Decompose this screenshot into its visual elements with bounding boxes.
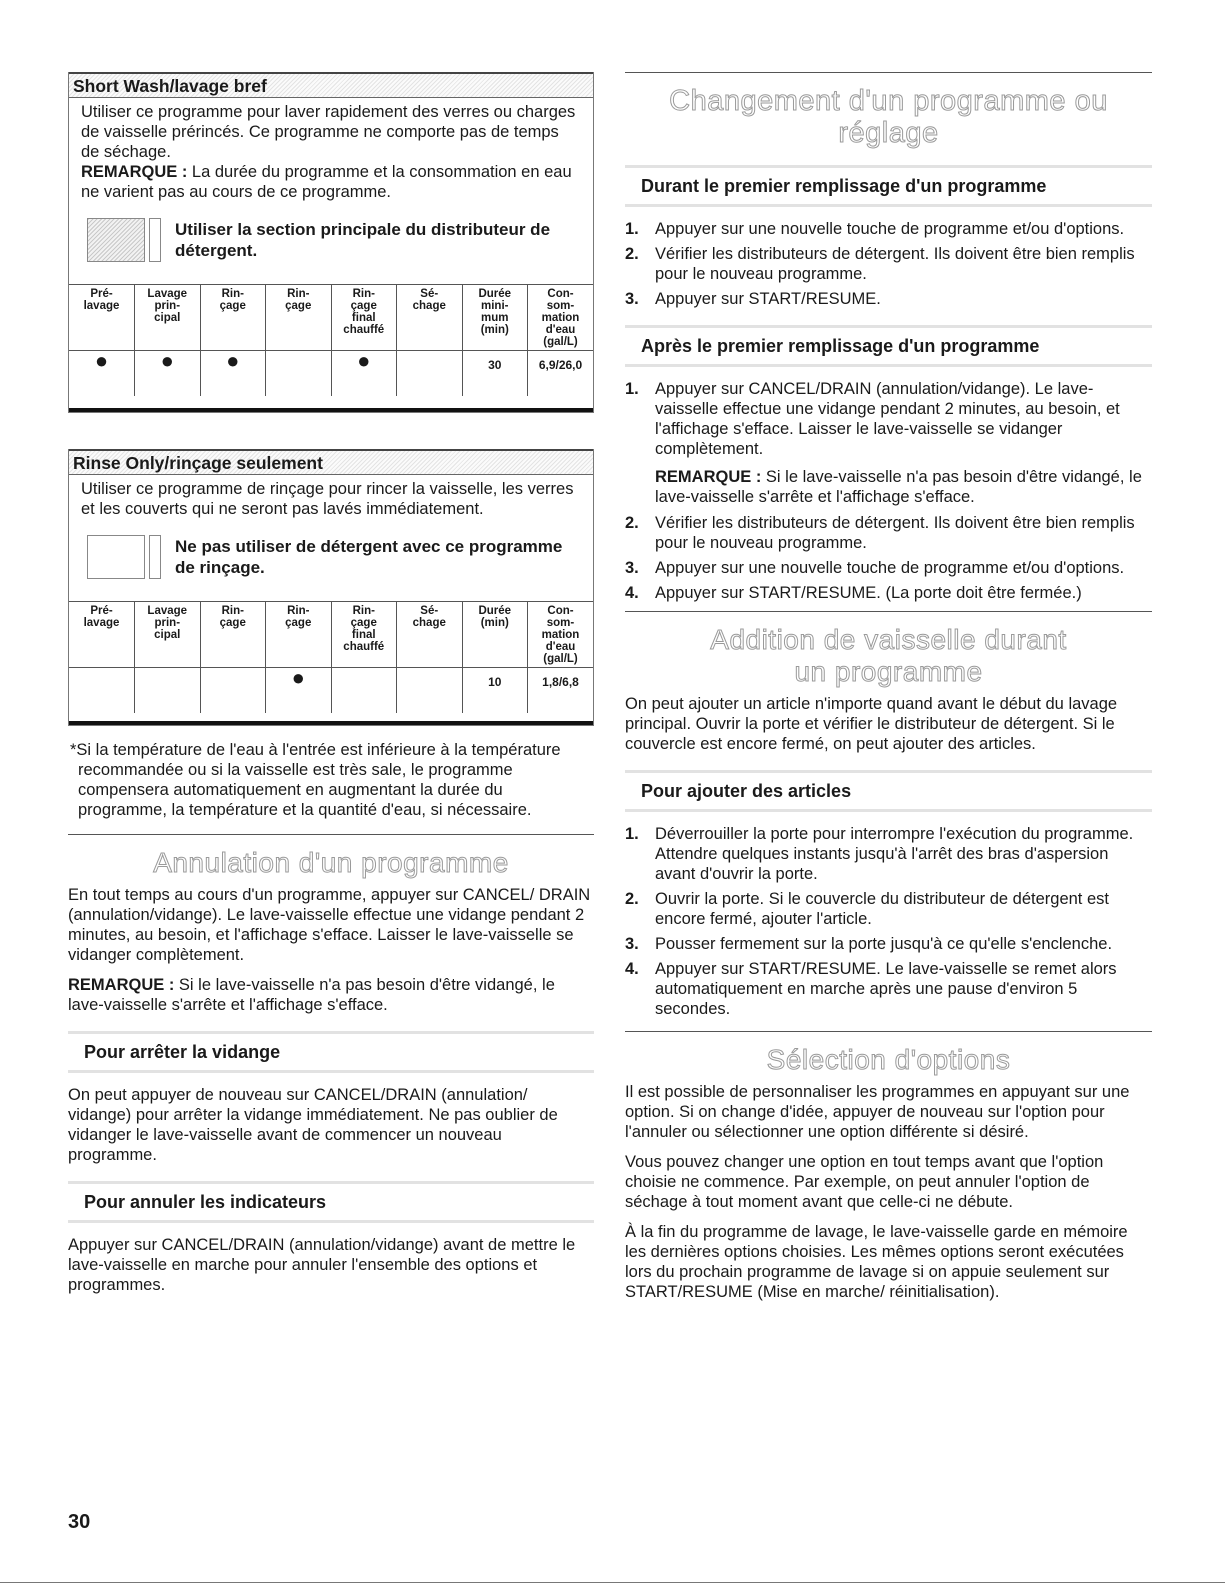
remark-text: Si le lave-vaisselle n'a pas besoin d'être vidangé, le lave-vaisselle s'arrête et l'affichage s'efface. <box>68 976 555 1014</box>
short-wash-note-text: Utiliser la section principale du distributeur de détergent. <box>175 220 551 260</box>
table-cell <box>397 351 463 397</box>
after-remark <box>655 467 1152 507</box>
table-cell <box>397 668 463 714</box>
list-item: 2. Vérifier les distributeurs de détergent. Ils doivent être bien remplis pour le nouveau programme. <box>625 245 1135 283</box>
stop-drain-heading: Pour arrêter la vidange <box>68 1031 594 1073</box>
table-header-cell: Rin- çage <box>266 602 332 668</box>
short-wash-body <box>69 98 593 284</box>
stop-drain-text: On peut appuyer de nouveau sur CANCEL/DRAIN (annulation/ vidange) pour arrêter la vidange immédiatement. Ne pas oublier de vidanger le lave-vaisselle avant de commencer un nouveau programme. <box>68 1086 558 1164</box>
table-cell: 30 <box>462 351 528 397</box>
short-wash-remark <box>81 162 581 202</box>
remark-label: REMARQUE : <box>655 468 762 486</box>
selection-p1: Il est possible de personnaliser les programmes en appuyant sur une option. Si on change d'idée, appuyer de nouveau sur l'option pour l'annuler ou sélectionner une option différente si désiré. <box>625 1083 1130 1141</box>
table-cell <box>135 668 201 714</box>
rinse-only-note <box>81 535 581 579</box>
detergent-dispenser-empty-icon <box>81 535 161 579</box>
annulation-remark <box>68 975 594 1015</box>
table-header-cell: Durée (min) <box>462 602 528 668</box>
during-fill-heading: Durant le premier remplissage d'un programme <box>625 165 1152 207</box>
table-header-cell: Pré- lavage <box>69 285 135 351</box>
list-item: 1. Appuyer sur CANCEL/DRAIN (annulation/vidange). Le lave-vaisselle effectue une vidange pendant 2 minutes, au besoin, et l'affichage s'efface. Laisser le lave-vaisselle se vidanger complètement. REMARQUE : Si le lave-vaisselle n'a pas besoin d'être vidangé, le lave-vaisselle s'arrête et l'affichage s'efface. <box>625 379 1152 507</box>
list-item: 3. Appuyer sur START/RESUME. <box>625 290 881 308</box>
rinse-only-title: Rinse Only/rinçage seulement <box>69 449 593 475</box>
step-text: Appuyer sur une nouvelle touche de programme et/ou d'options. <box>655 220 1125 238</box>
annulation-p1: En tout temps au cours d'un programme, appuyer sur CANCEL/ DRAIN (annulation/vidange). Le lave-vaisselle effectue une vidange pendant 2 minutes, au besoin, et l'affichage s'efface. Laisser le lave-vaisselle se vidanger complètement. <box>68 886 591 964</box>
after-fill-steps-cont <box>625 513 1152 603</box>
table-header-cell: Lavage prin- cipal <box>135 285 201 351</box>
rinse-only-desc: Utiliser ce programme de rinçage pour rincer la vaisselle, les verres et les couverts qui ne seront pas lavés immédiatement. <box>81 480 574 518</box>
bottom-rule <box>0 1582 1225 1583</box>
list-item: 4. Appuyer sur START/RESUME. Le lave-vaisselle se remet alors automatiquement en marche après une pause d'environ 5 secondes. <box>625 960 1117 1018</box>
table-cell <box>200 668 266 714</box>
during-fill-steps <box>625 219 1152 309</box>
list-item: 3. Appuyer sur une nouvelle touche de programme et/ou d'options. <box>625 559 1125 577</box>
cancel-indicators-heading: Pour annuler les indicateurs <box>68 1181 594 1223</box>
addition-title-line1: Addition de vaisselle durant <box>710 624 1067 655</box>
list-item: 3. Pousser fermement sur la porte jusqu'à ce qu'elle s'enclenche. <box>625 935 1113 953</box>
short-wash-desc: Utiliser ce programme pour laver rapidement des verres ou charges de vaisselle prérincés. Ce programme ne comporte pas de temps de séchage. <box>81 103 576 161</box>
step-text: Vérifier les distributeurs de détergent. Ils doivent être bien remplis pour le nouveau programme. <box>655 245 1135 283</box>
selection-p3: À la fin du programme de lavage, le lave-vaisselle garde en mémoire les dernières options choisies. Les mêmes options seront exécutées lors du prochain programme de lavage si on appuie seulement sur START/RESUME (Mise en marche/ réinitialisation). <box>625 1223 1128 1301</box>
add-articles-heading: Pour ajouter des articles <box>625 770 1152 812</box>
table-header-cell: Con- som- mation d'eau (gal/L) <box>528 602 594 668</box>
table-cell: ● <box>266 668 332 714</box>
table-header-cell: Sé- chage <box>397 285 463 351</box>
table-cell <box>266 351 332 397</box>
selection-p2: Vous pouvez changer une option en tout temps avant que l'option choisie ne commence. Par exemple, on peut annuler l'option de séchage à tout moment avant que celle-ci ne débute. <box>625 1153 1104 1211</box>
selection-title: Sélection d'options <box>625 1031 1152 1076</box>
table-cell: ● <box>69 351 135 397</box>
left-column <box>68 72 594 1305</box>
rinse-only-table <box>69 601 593 713</box>
table-header-cell: Sé- chage <box>397 602 463 668</box>
step-text: Appuyer sur une nouvelle touche de programme et/ou d'options. <box>655 559 1125 577</box>
table-header-cell: Durée mini- mum (min) <box>462 285 528 351</box>
table-header-cell: Pré- lavage <box>69 602 135 668</box>
annulation-title: Annulation d'un programme <box>68 834 594 879</box>
table-header-cell: Rin- çage <box>200 285 266 351</box>
step-text: Appuyer sur CANCEL/DRAIN (annulation/vidange). Le lave-vaisselle effectue une vidange pendant 2 minutes, au besoin, et l'affichage s'efface. Laisser le lave-vaisselle se vidanger complètement. <box>655 380 1120 458</box>
rinse-only-note-text: Ne pas utiliser de détergent avec ce programme de rinçage. <box>175 537 563 577</box>
remark-text: Si le lave-vaisselle n'a pas besoin d'être vidangé, le lave-vaisselle s'arrête et l'affichage s'efface. <box>655 468 1142 506</box>
rinse-only-body <box>69 475 593 601</box>
table-cell: ● <box>331 351 397 397</box>
step-text: Appuyer sur START/RESUME. <box>655 290 881 308</box>
table-cell: 1,8/6,8 <box>528 668 594 714</box>
footnote: *Si la température de l'eau à l'entrée est inférieure à la température recommandée ou si la vaisselle est très sale, le programme compensera automatiquement en augmentant la durée du programme, la température et la quantité d'eau, si nécessaire. <box>70 741 561 819</box>
list-item: 2. Ouvrir la porte. Si le couvercle du distributeur de détergent est encore fermé, ajouter l'article. <box>625 890 1109 928</box>
addition-title <box>625 611 1152 688</box>
rinse-only-box <box>68 449 594 726</box>
detergent-dispenser-filled-icon <box>81 218 161 262</box>
table-header-cell: Rin- çage final chauffé <box>331 602 397 668</box>
short-wash-note <box>81 218 581 262</box>
list-item: 1. Déverrouiller la porte pour interrompre l'exécution du programme. Attendre quelques instants jusqu'à l'arrêt des bras d'aspersion avant d'ouvrir la porte. <box>625 825 1134 883</box>
list-item: 4. Appuyer sur START/RESUME. (La porte doit être fermée.) <box>625 584 1082 602</box>
short-wash-title: Short Wash/lavage bref <box>69 72 593 98</box>
addition-intro: On peut ajouter un article n'importe quand avant le début du lavage principal. Ouvrir la porte et vérifier le distributeur de détergent. Si le couvercle est encore fermé, on peut ajouter des articles. <box>625 695 1118 753</box>
after-fill-steps <box>625 379 1152 507</box>
after-fill-heading: Après le premier remplissage d'un programme <box>625 325 1152 367</box>
table-header-cell: Rin- çage <box>200 602 266 668</box>
short-wash-box <box>68 72 594 413</box>
add-articles-steps <box>625 824 1152 1019</box>
remark-label: REMARQUE : <box>81 163 188 181</box>
table-cell: 10 <box>462 668 528 714</box>
table-cell <box>331 668 397 714</box>
right-column <box>625 72 1152 1312</box>
step-text: Appuyer sur START/RESUME. (La porte doit être fermée.) <box>655 584 1082 602</box>
list-item: 1. Appuyer sur une nouvelle touche de programme et/ou d'options. <box>625 220 1125 238</box>
list-item: 2. Vérifier les distributeurs de détergent. Ils doivent être bien remplis pour le nouveau programme. <box>625 514 1135 552</box>
table-header-cell: Rin- çage <box>266 285 332 351</box>
addition-title-line2: un programme <box>794 656 983 687</box>
table-cell <box>69 668 135 714</box>
step-text: Ouvrir la porte. Si le couvercle du distributeur de détergent est encore fermé, ajouter l'article. <box>655 890 1109 928</box>
table-header-cell: Con- som- mation d'eau (gal/L) <box>528 285 594 351</box>
step-text: Pousser fermement sur la porte jusqu'à ce qu'elle s'enclenche. <box>655 935 1113 953</box>
step-text: Déverrouiller la porte pour interrompre l'exécution du programme. Attendre quelques instants jusqu'à l'arrêt des bras d'aspersion avant d'ouvrir la porte. <box>655 825 1134 883</box>
table-cell: ● <box>135 351 201 397</box>
changement-title: Changement d'un programme ou réglage <box>625 72 1152 149</box>
cancel-indicators-text: Appuyer sur CANCEL/DRAIN (annulation/vidange) avant de mettre le lave-vaisselle en marche pour annuler l'ensemble des options et programmes. <box>68 1236 576 1294</box>
page-number: 30 <box>68 1511 91 1533</box>
step-text: Appuyer sur START/RESUME. Le lave-vaisselle se remet alors automatiquement en marche après une pause d'environ 5 secondes. <box>655 960 1117 1018</box>
table-cell: 6,9/26,0 <box>528 351 594 397</box>
step-text: Vérifier les distributeurs de détergent. Ils doivent être bien remplis pour le nouveau programme. <box>655 514 1135 552</box>
table-cell: ● <box>200 351 266 397</box>
table-header-cell: Rin- çage final chauffé <box>331 285 397 351</box>
remark-text: La durée du programme et la consommation en eau ne varient pas au cours de ce programme. <box>81 163 572 201</box>
short-wash-table <box>69 284 593 396</box>
table-header-cell: Lavage prin- cipal <box>135 602 201 668</box>
remark-label: REMARQUE : <box>68 976 175 994</box>
